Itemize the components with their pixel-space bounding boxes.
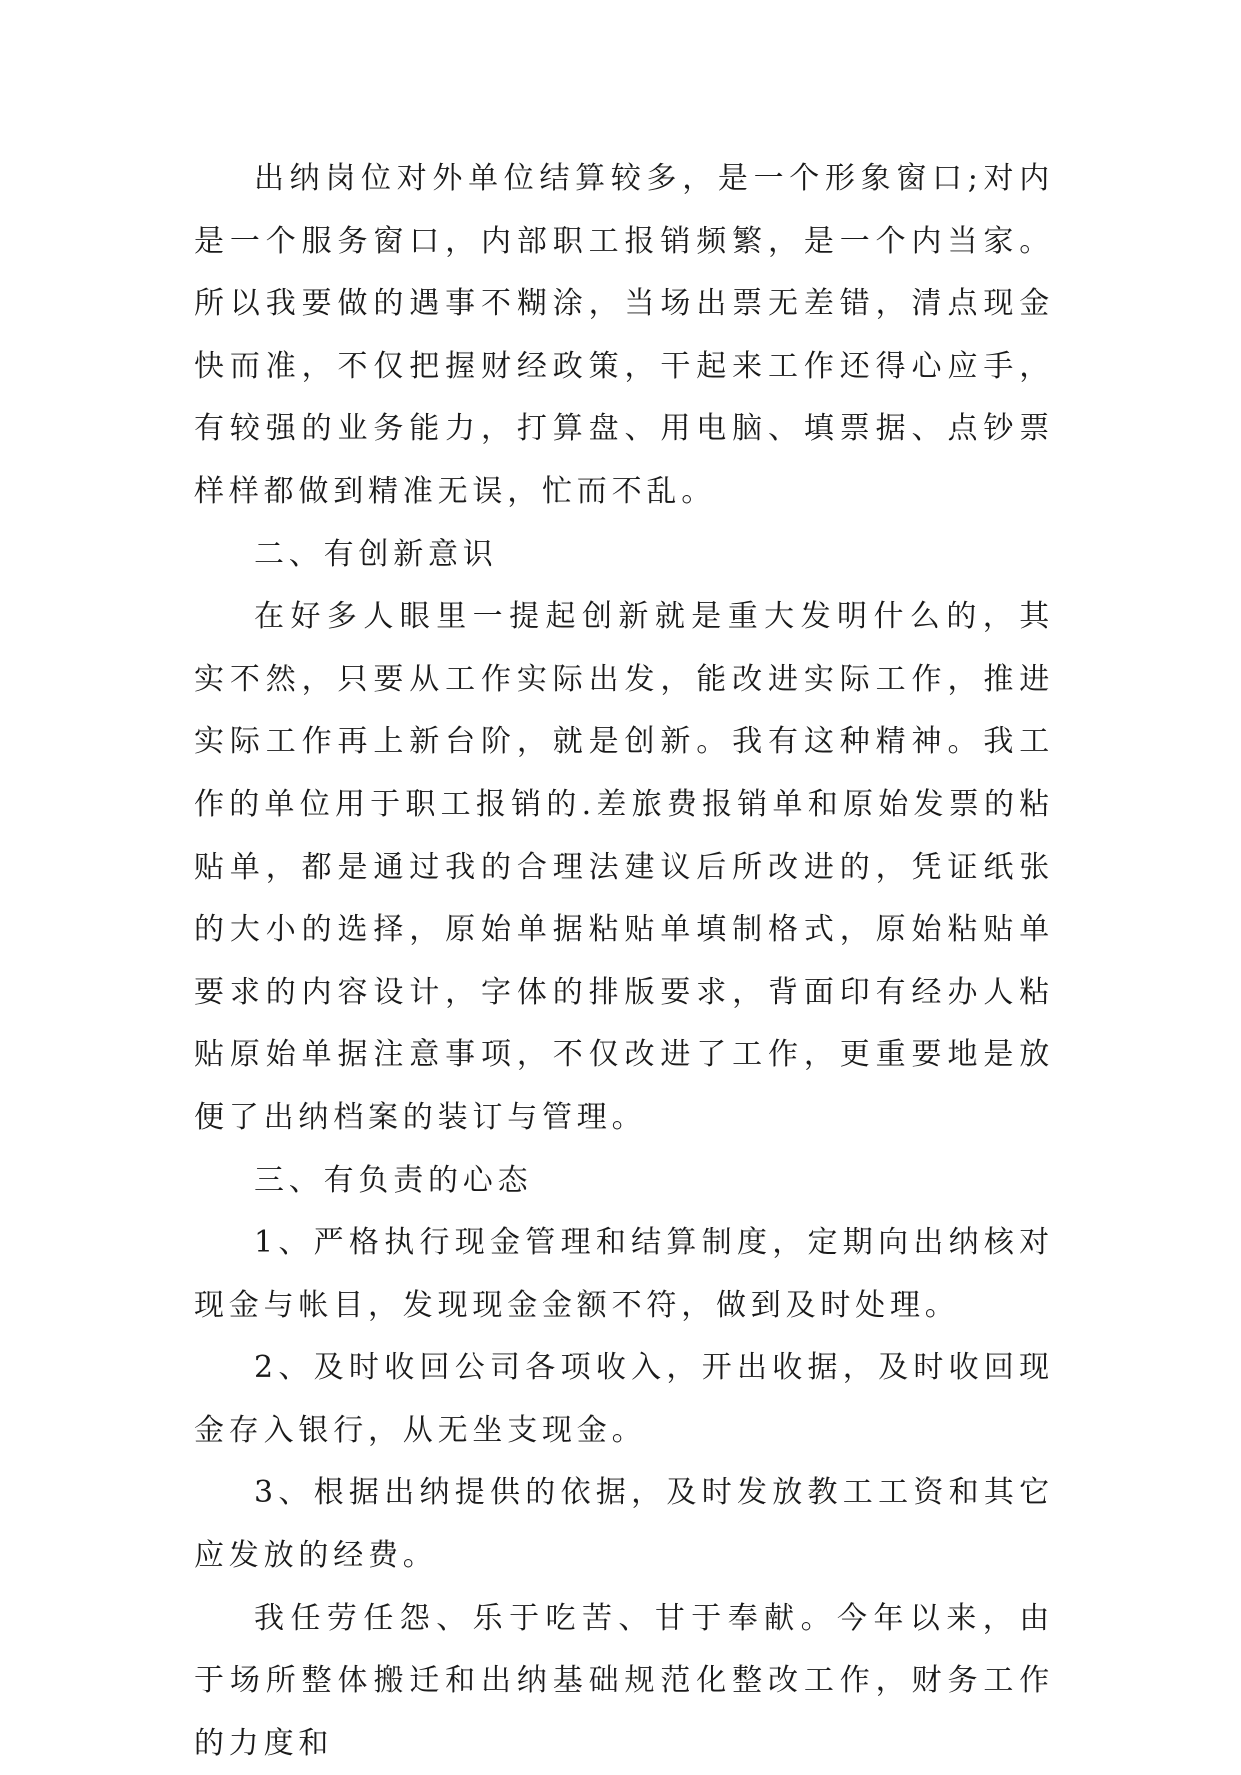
list-item: 1、严格执行现金管理和结算制度，定期向出纳核对现金与帐目，发现现金金额不符，做到及时处理。	[194, 1225, 1054, 1323]
section-heading-innovation: 二、有创新意识	[254, 536, 498, 572]
body-paragraph: 我任劳任怨、乐于吃苦、甘于奉献。今年以来，由于场所整体搬迁和出纳基础规范化整改工作，财务工作的力度和	[194, 1600, 1054, 1761]
document-page	[194, 148, 1054, 1775]
list-item: 2、及时收回公司各项收入，开出收据，及时收回现金存入银行，从无坐支现金。	[194, 1350, 1054, 1448]
body-paragraph: 出纳岗位对外单位结算较多，是一个形象窗口;对内是一个服务窗口，内部职工报销频繁，是一个内当家。所以我要做的遇事不糊涂，当场出票无差错，清点现金快而准，不仅把握财经政策，干起来工作还得心应手，有较强的业务能力，打算盘、用电脑、填票据、点钞票样样都做到精准无误，忙而不乱。	[194, 161, 1054, 509]
section-heading-responsibility: 三、有负责的心态	[254, 1162, 533, 1198]
list-item: 3、根据出纳提供的依据，及时发放教工工资和其它应发放的经费。	[194, 1475, 1054, 1574]
body-paragraph: 在好多人眼里一提起创新就是重大发明什么的，其实不然，只要从工作实际出发，能改进实际工作，推进实际工作再上新台阶，就是创新。我有这种精神。我工作的单位用于职工报销的.差旅费报销单和原始发票的粘贴单，都是通过我的合理法建议后所改进的，凭证纸张的大小的选择，原始单据粘贴单填制格式，原始粘贴单要求的内容设计，字体的排版要求，背面印有经办人粘贴原始单据注意事项，不仅改进了工作，更重要地是放便了出纳档案的装订与管理。	[194, 599, 1054, 1135]
